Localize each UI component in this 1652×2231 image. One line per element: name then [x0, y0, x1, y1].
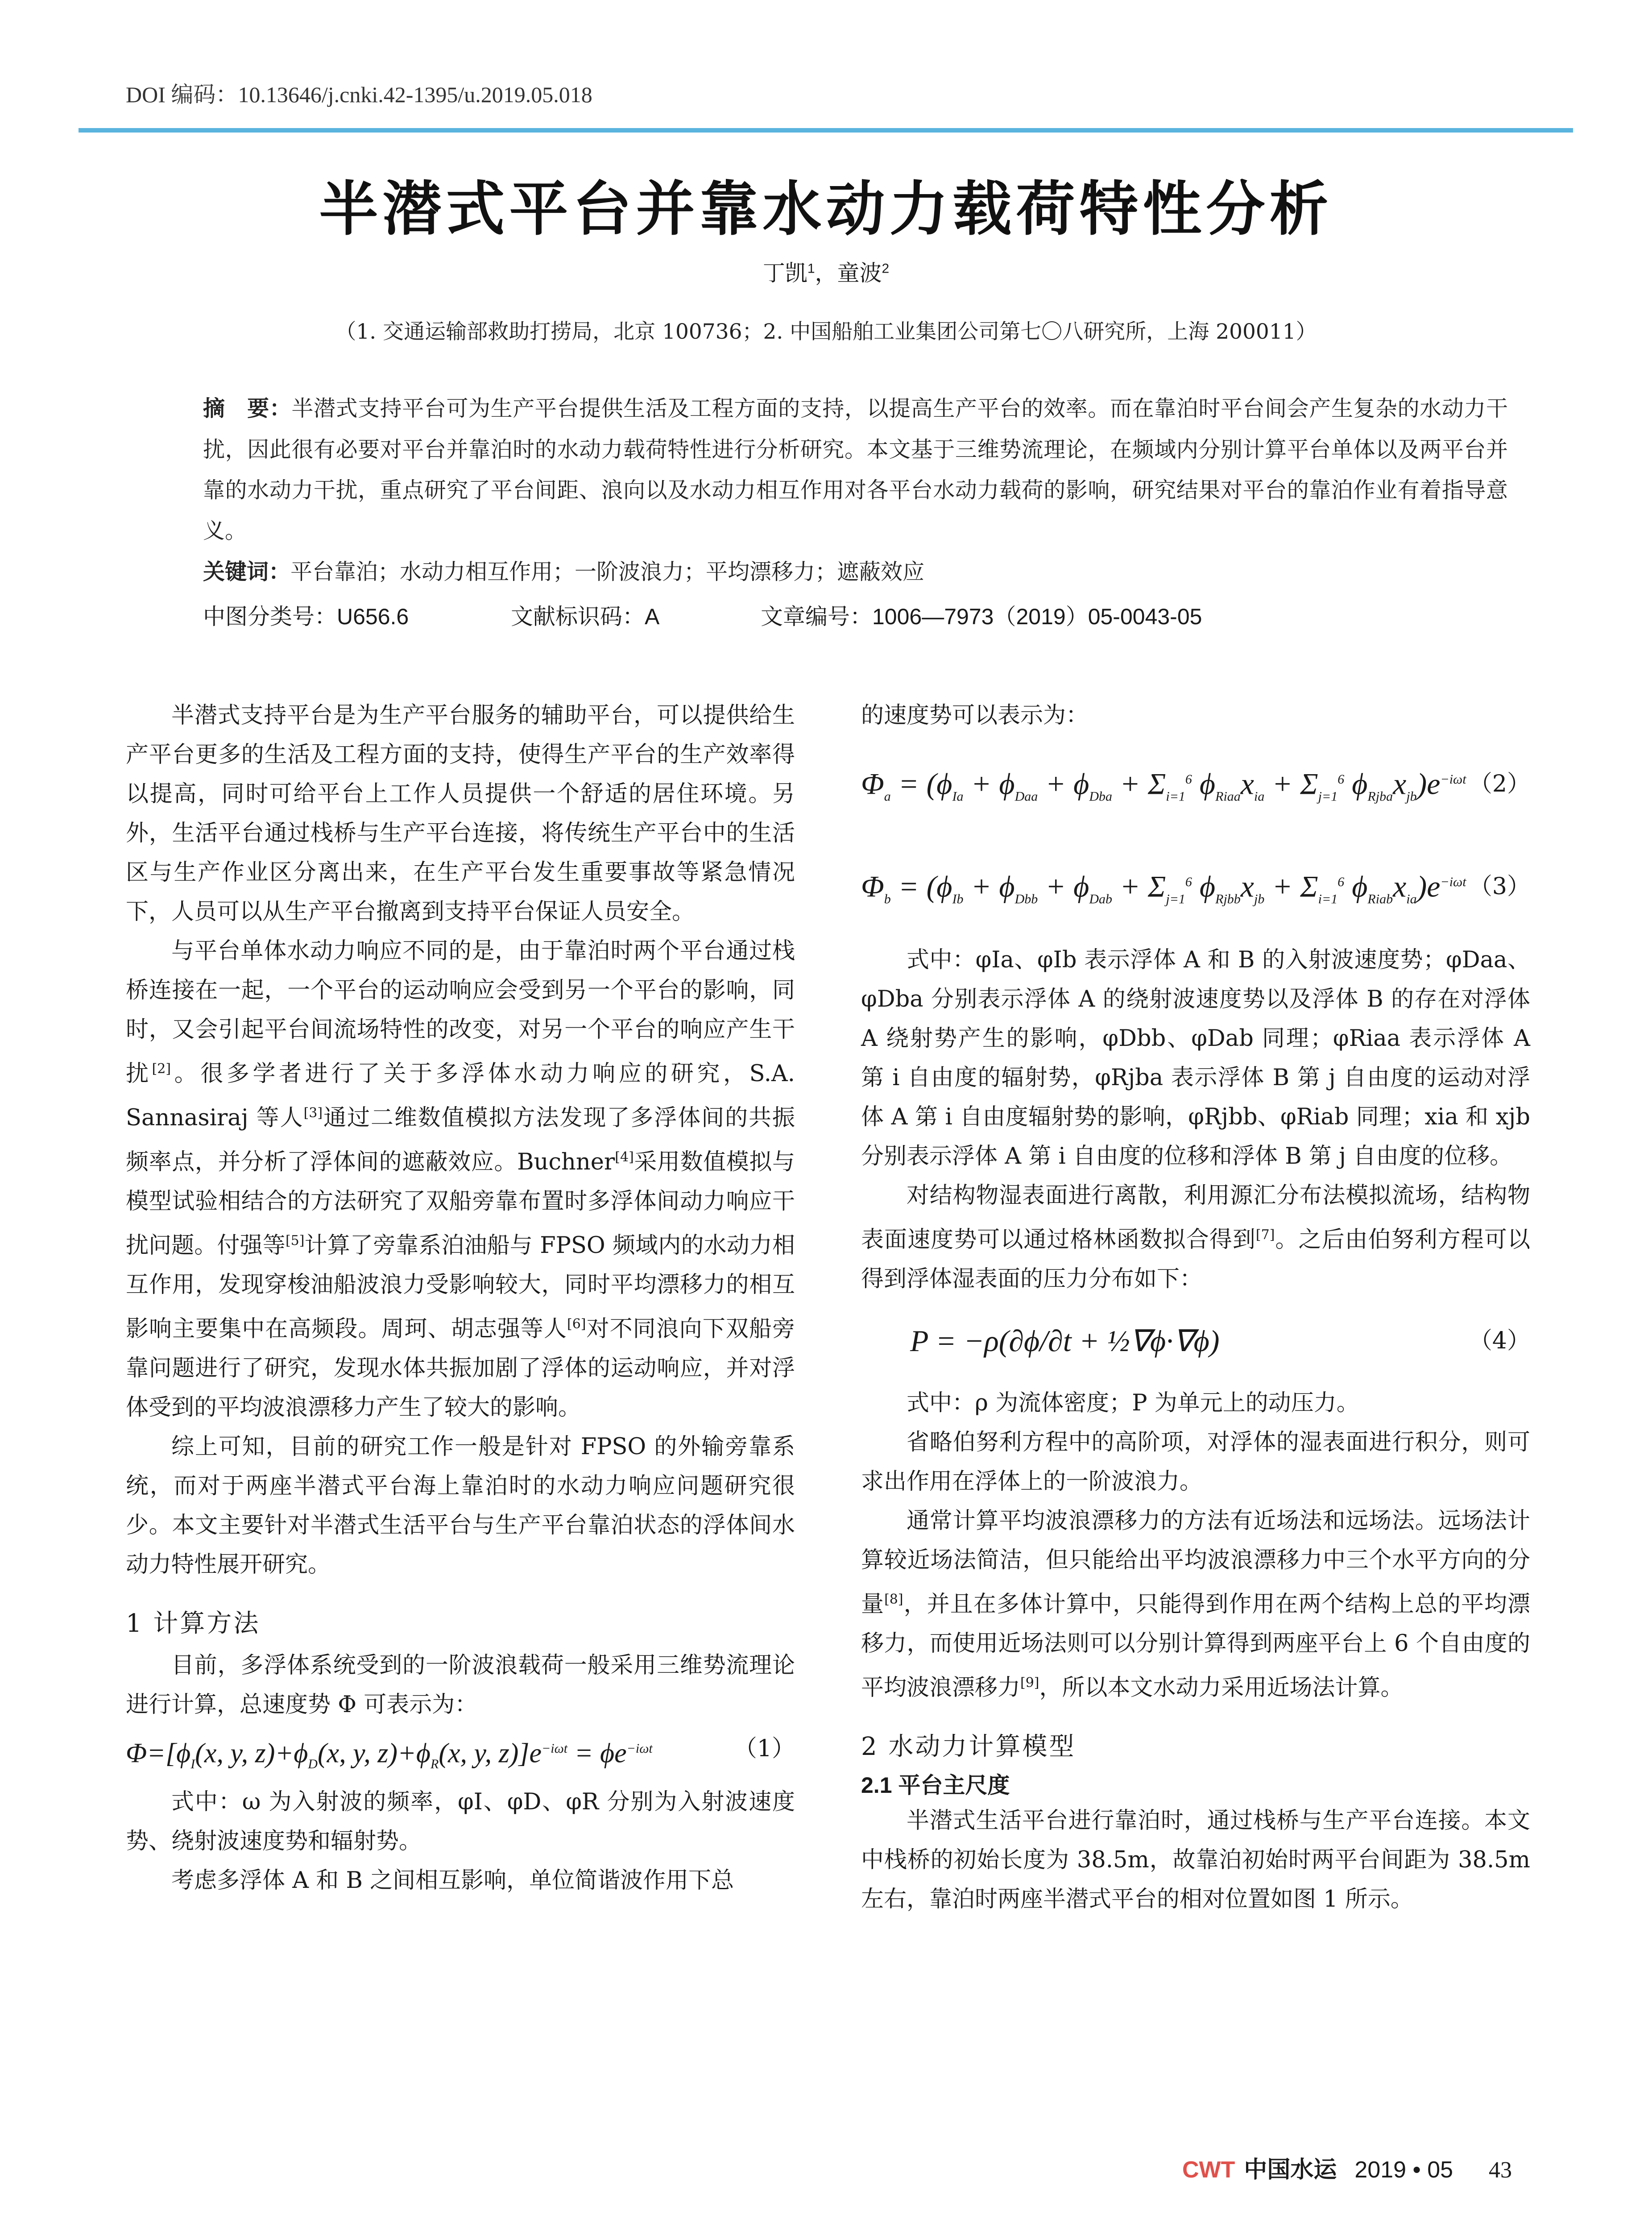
ref-4: [4]	[615, 1149, 634, 1165]
ref-8: [8]	[884, 1592, 903, 1607]
ref-5: [5]	[285, 1233, 305, 1248]
equation-1-body: $\Phi=[\phi_I(x$, y, $z)+\phi_D(x$, y, $z)+\phi_R(x$, y, $z)]e^{-i\omega t} = \phi e^{-i\omega t}$	[126, 1738, 653, 1772]
author-2: 童波	[837, 261, 882, 286]
magazine-name: 中国水运	[1244, 2157, 1337, 2183]
keywords-text: 平台靠泊；水动力相互作用；一阶波浪力；平均漂移力；遮蔽效应	[290, 559, 925, 585]
left-p2-f: 对不同浪向下双船旁靠问题进行了研究，发现水体共振加剧了浮体的运动响应，并对浮体受到的平均波浪漂移力产生了较大的影响。	[126, 1316, 795, 1421]
author-1-sup: 1	[807, 261, 815, 276]
ref-6: [6]	[567, 1316, 586, 1332]
section-2-heading: 2 水动力计算模型	[861, 1732, 1076, 1761]
author-1: 丁凯	[762, 261, 807, 286]
left-p2-c: 通过二维数值模拟方法发现了多浮体间的共振频率点，并分析了浮体间的遮蔽效应。Buchner	[126, 1105, 795, 1175]
left-p2	[126, 932, 795, 1427]
left-p6: 考虑多浮体 A 和 B 之间相互影响，单位简谐波作用下总	[171, 1867, 734, 1894]
author-2-sup: 2	[882, 261, 890, 276]
paper-title: 半潜式平台并靠水动力载荷特性分析	[319, 174, 1333, 244]
left-column	[126, 696, 795, 1900]
keywords	[203, 555, 1508, 586]
left-p4: 目前，多浮体系统受到的一阶波浪载荷一般采用三维势流理论进行计算，总速度势 Φ 可表示为：	[126, 1652, 795, 1718]
ref-9: [9]	[1020, 1675, 1039, 1691]
issue-date: 2019 • 05	[1354, 2157, 1453, 2183]
author-sep: ，	[815, 261, 837, 286]
ref-3: [3]	[303, 1105, 323, 1121]
right-p6-a: 通常计算平均波浪漂移力的方法有近场法和远场法。远场法计算较近场法简洁，但只能给出平均波浪漂移力中三个水平方向的分量	[861, 1508, 1530, 1617]
authors	[0, 255, 1652, 287]
abstract	[203, 388, 1508, 551]
clc-number: 中图分类号：U656.6	[203, 604, 409, 629]
right-p1: 的速度势可以表示为：	[861, 702, 1089, 729]
equation-3-body: $\Phi_b = (\phi_{Ib} + \phi_{Dbb} + \phi_{Dab} + \Sigma_{j=1}^6$ $\phi_{Rjbb}x_{jb} + \Sigma_{i=1}^6$ $\phi_{Riab}x_{ia})e^{-i\omega t}$	[861, 869, 1466, 907]
cwt-logo: CWT	[1182, 2157, 1235, 2183]
right-p3-a: 对结构物湿表面进行离散，利用源汇分布法模拟流场，结构物表面速度势可以通过格林函数拟合得到	[861, 1182, 1530, 1253]
doc-code: 文献标识码：A	[511, 604, 660, 629]
left-p1: 半潜式支持平台是为生产平台服务的辅助平台，可以提供给生产平台更多的生活及工程方面的支持，使得生产平台的生产效率得以提高，同时可给平台上工作人员提供一个舒适的居住环境。另外，生活平台通过栈桥与生产平台连接，将传统生产平台中的生活区与生产作业区分离出来，在生产平台发生重要事故等紧急情况下，人员可以从生产平台撤离到支持平台保证人员安全。	[126, 702, 795, 925]
equation-4-body: P = −ρ(∂ϕ/∂t + ½∇ϕ·∇ϕ)	[910, 1324, 1220, 1358]
equation-1	[126, 1725, 795, 1783]
left-p2-d: 采用数值模拟与模型试验相结合的方法研究了双船旁靠布置时多浮体间动力响应干扰问题。付强等	[126, 1149, 795, 1259]
equation-3	[861, 838, 1530, 941]
classification	[203, 599, 1202, 631]
abstract-label: 摘 要：	[203, 397, 292, 421]
page-footer	[1182, 2151, 1512, 2184]
equation-2	[861, 735, 1530, 838]
left-p5: 式中：ω 为入射波的频率，φI、φD、φR 分别为入射波速度势、绕射波速度势和辐射势。	[126, 1789, 795, 1854]
right-p6-c: ，所以本文水动力采用近场法计算。	[1039, 1675, 1404, 1701]
affiliation: （1. 交通运输部救助打捞局，北京 100736；2. 中国船舶工业集团公司第七〇八研究所，上海 200011）	[335, 319, 1317, 344]
right-p3-b: 。之后由伯努利方程可以得到浮体湿表面的压力分布如下：	[861, 1227, 1530, 1292]
equation-1-number: （1）	[733, 1735, 795, 1762]
equation-2-number: （2）	[1469, 771, 1530, 797]
right-p7: 半潜式生活平台进行靠泊时，通过栈桥与生产平台连接。本文中栈桥的初始长度为 38.5m，故靠泊初始时两平台间距为 38.5m 左右，靠泊时两座半潜式平台的相对位置如图 1 所示。	[861, 1808, 1530, 1912]
equation-2-body: $\Phi_a = (\phi_{Ia} + \phi_{Daa} + \phi_{Dba} + \Sigma_{i=1}^6$ $\phi_{Riaa}x_{ia} + \Sigma_{j=1}^6$ $\phi_{Rjba}x_{jb})e^{-i\omega t}$	[861, 767, 1466, 804]
doi-line: DOI 编码：10.13646/j.cnki.42-1395/u.2019.05.018	[126, 82, 592, 107]
section-2-1-heading: 2.1 平台主尺度	[861, 1773, 1010, 1798]
right-p2: 式中：φIa、φIb 表示浮体 A 和 B 的入射波速度势；φDaa、φDba 分别表示浮体 A 的绕射波速度势以及浮体 B 的存在对浮体 A 绕射势产生的影响，φDbb、φDab 同理；φRiaa 表示浮体 A 第 i 自由度的辐射势，φRjba 表示浮体 B 第 j 自由度的运动对浮体 A 第 i 自由度辐射势的影响，φRjbb、φRiab 同理；xia 和 xjb 分别表示浮体 A 第 i 自由度的位移和浮体 B 第 j 自由度的位移。	[861, 947, 1530, 1169]
equation-4-number: （4）	[1469, 1327, 1530, 1354]
left-p2-e: 计算了旁靠系泊油船与 FPSO 频域内的水动力相互作用，发现穿梭油船波浪力受影响较大，同时平均漂移力的相互影响主要集中在高频段。周珂、胡志强等人	[126, 1232, 795, 1342]
right-p6	[861, 1501, 1530, 1708]
equation-4	[861, 1299, 1530, 1384]
ref-2: [2]	[152, 1061, 171, 1077]
abstract-text: 半潜式支持平台可为生产平台提供生活及工程方面的支持，以提高生产平台的效率。而在靠泊时平台间会产生复杂的水动力干扰，因此很有必要对平台并靠泊时的水动力载荷特性进行分析研究。本文基于三维势流理论，在频域内分别计算平台单体以及两平台并靠的水动力干扰，重点研究了平台间距、浪向以及水动力相互作用对各平台水动力载荷的影响，研究结果对平台的靠泊作业有着指导意义。	[203, 396, 1508, 543]
article-number: 文章编号：1006—7973（2019）05-0043-05	[761, 604, 1202, 629]
page-number: 43	[1489, 2157, 1512, 2183]
right-column	[861, 696, 1530, 1919]
left-p2-b: 。很多学者进行了关于多浮体水动力响应的研究，S.A. Sannasiraj 等人	[126, 1061, 795, 1131]
right-p5: 省略伯努利方程中的高阶项，对浮体的湿表面进行积分，则可求出作用在浮体上的一阶波浪力。	[861, 1429, 1530, 1495]
left-p2-a: 与平台单体水动力响应不同的是，由于靠泊时两个平台通过栈桥连接在一起，一个平台的运动响应会受到另一个平台的影响，同时，又会引起平台间流场特性的改变，对另一个平台的响应产生干扰	[126, 938, 795, 1087]
right-p6-b: ，并且在多体计算中，只能得到作用在两个结构上总的平均漂移力，而使用近场法则可以分别计算得到两座平台上 6 个自由度的平均波浪漂移力	[861, 1591, 1530, 1701]
right-p4: 式中：ρ 为流体密度；P 为单元上的动压力。	[907, 1390, 1359, 1416]
section-1-heading: 1 计算方法	[126, 1609, 261, 1638]
header-rule	[79, 128, 1573, 133]
ref-7: [7]	[1255, 1227, 1275, 1243]
keywords-label: 关键词：	[203, 560, 291, 584]
left-p3: 综上可知，目前的研究工作一般是针对 FPSO 的外输旁靠系统，而对于两座半潜式平台海上靠泊时的水动力响应问题研究很少。本文主要针对半潜式生活平台与生产平台靠泊状态的浮体间水动力特性展开研究。	[126, 1434, 795, 1578]
equation-3-number: （3）	[1469, 873, 1530, 900]
right-p3	[861, 1176, 1530, 1299]
